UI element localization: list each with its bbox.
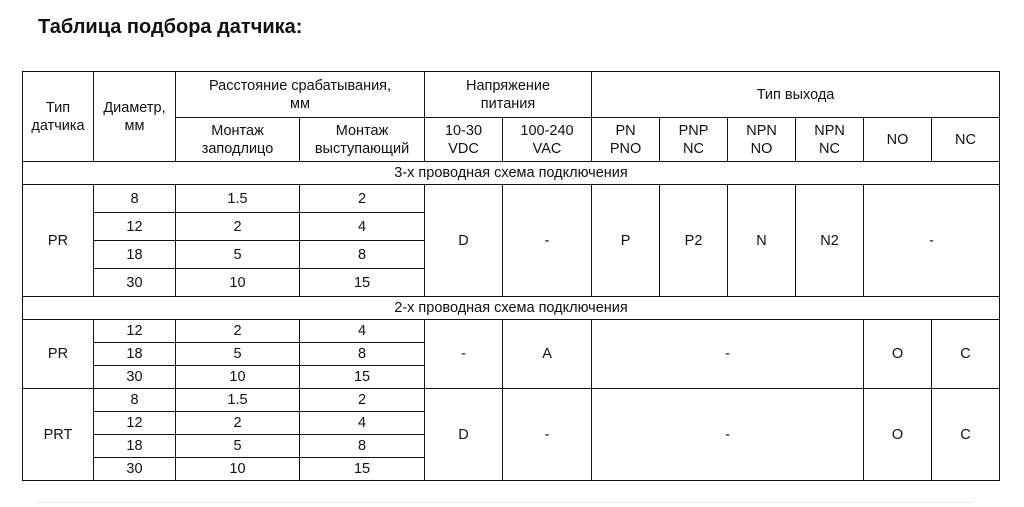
no-cell: O bbox=[864, 389, 932, 481]
diameter-cell: 12 bbox=[94, 213, 176, 241]
header-row bbox=[23, 72, 1000, 118]
sensor-selection-table bbox=[22, 71, 1000, 481]
flush-distance-cell: 2 bbox=[176, 213, 300, 241]
section-caption-row bbox=[23, 297, 1000, 320]
header-supply-voltage: Напряжение питания bbox=[425, 72, 592, 118]
no-cell: O bbox=[864, 320, 932, 389]
protruding-distance-cell: 15 bbox=[300, 269, 425, 297]
vac-cell: A bbox=[503, 320, 592, 389]
vac-cell: - bbox=[503, 389, 592, 481]
flush-distance-cell: 10 bbox=[176, 458, 300, 481]
protruding-distance-cell: 15 bbox=[300, 458, 425, 481]
header-sensing-distance: Расстояние срабатывания, мм bbox=[176, 72, 425, 118]
outputs-cell: - bbox=[592, 389, 864, 481]
header-diameter: Диаметр, мм bbox=[94, 72, 176, 162]
flush-distance-cell: 2 bbox=[176, 412, 300, 435]
protruding-distance-cell: 2 bbox=[300, 389, 425, 412]
protruding-distance-cell: 4 bbox=[300, 320, 425, 343]
vac-cell: - bbox=[503, 185, 592, 297]
header-protruding-mount: Монтаж выступающий bbox=[300, 118, 425, 162]
pnp-cell: P2 bbox=[660, 185, 728, 297]
diameter-cell: 18 bbox=[94, 435, 176, 458]
header-npn-no: NPN NO bbox=[728, 118, 796, 162]
vdc-cell: D bbox=[425, 185, 503, 297]
diameter-cell: 30 bbox=[94, 458, 176, 481]
page-title: Таблица подбора датчика: bbox=[38, 16, 303, 38]
nc-cell: C bbox=[932, 389, 1000, 481]
flush-distance-cell: 1.5 bbox=[176, 185, 300, 213]
section-caption-row bbox=[23, 162, 1000, 185]
header-pnp-nc: PNP NC bbox=[660, 118, 728, 162]
protruding-distance-cell: 8 bbox=[300, 343, 425, 366]
sensor-type-cell: PRT bbox=[23, 389, 94, 481]
diameter-cell: 8 bbox=[94, 185, 176, 213]
diameter-cell: 12 bbox=[94, 320, 176, 343]
protruding-distance-cell: 8 bbox=[300, 435, 425, 458]
no-nc-cell: - bbox=[864, 185, 1000, 297]
protruding-distance-cell: 8 bbox=[300, 241, 425, 269]
flush-distance-cell: 5 bbox=[176, 435, 300, 458]
header-pn-pno: PN PNO bbox=[592, 118, 660, 162]
flush-distance-cell: 5 bbox=[176, 343, 300, 366]
pn-cell: P bbox=[592, 185, 660, 297]
protruding-distance-cell: 15 bbox=[300, 366, 425, 389]
header-vac: 100-240 VAC bbox=[503, 118, 592, 162]
flush-distance-cell: 10 bbox=[176, 269, 300, 297]
flush-distance-cell: 5 bbox=[176, 241, 300, 269]
diameter-cell: 18 bbox=[94, 343, 176, 366]
npn-nc-cell: N2 bbox=[796, 185, 864, 297]
protruding-distance-cell: 4 bbox=[300, 412, 425, 435]
protruding-distance-cell: 4 bbox=[300, 213, 425, 241]
diameter-cell: 18 bbox=[94, 241, 176, 269]
section-2wire-caption: 2-х проводная схема подключения bbox=[23, 297, 1000, 320]
section-3wire-caption: 3-х проводная схема подключения bbox=[23, 162, 1000, 185]
flush-distance-cell: 2 bbox=[176, 320, 300, 343]
bottom-divider bbox=[36, 502, 973, 503]
flush-distance-cell: 1.5 bbox=[176, 389, 300, 412]
header-output-type: Тип выхода bbox=[592, 72, 1000, 118]
table-row bbox=[23, 320, 1000, 343]
sensor-type-cell: PR bbox=[23, 320, 94, 389]
header-vdc: 10-30 VDC bbox=[425, 118, 503, 162]
header-npn-nc: NPN NC bbox=[796, 118, 864, 162]
flush-distance-cell: 10 bbox=[176, 366, 300, 389]
header-flush-mount: Монтаж заподлицо bbox=[176, 118, 300, 162]
npn-no-cell: N bbox=[728, 185, 796, 297]
diameter-cell: 12 bbox=[94, 412, 176, 435]
diameter-cell: 8 bbox=[94, 389, 176, 412]
table-row bbox=[23, 389, 1000, 412]
diameter-cell: 30 bbox=[94, 269, 176, 297]
outputs-cell: - bbox=[592, 320, 864, 389]
header-no: NO bbox=[864, 118, 932, 162]
table-row bbox=[23, 185, 1000, 213]
diameter-cell: 30 bbox=[94, 366, 176, 389]
header-nc: NC bbox=[932, 118, 1000, 162]
protruding-distance-cell: 2 bbox=[300, 185, 425, 213]
sensor-type-cell: PR bbox=[23, 185, 94, 297]
vdc-cell: D bbox=[425, 389, 503, 481]
vdc-cell: - bbox=[425, 320, 503, 389]
nc-cell: C bbox=[932, 320, 1000, 389]
header-sensor-type: Тип датчика bbox=[23, 72, 94, 162]
